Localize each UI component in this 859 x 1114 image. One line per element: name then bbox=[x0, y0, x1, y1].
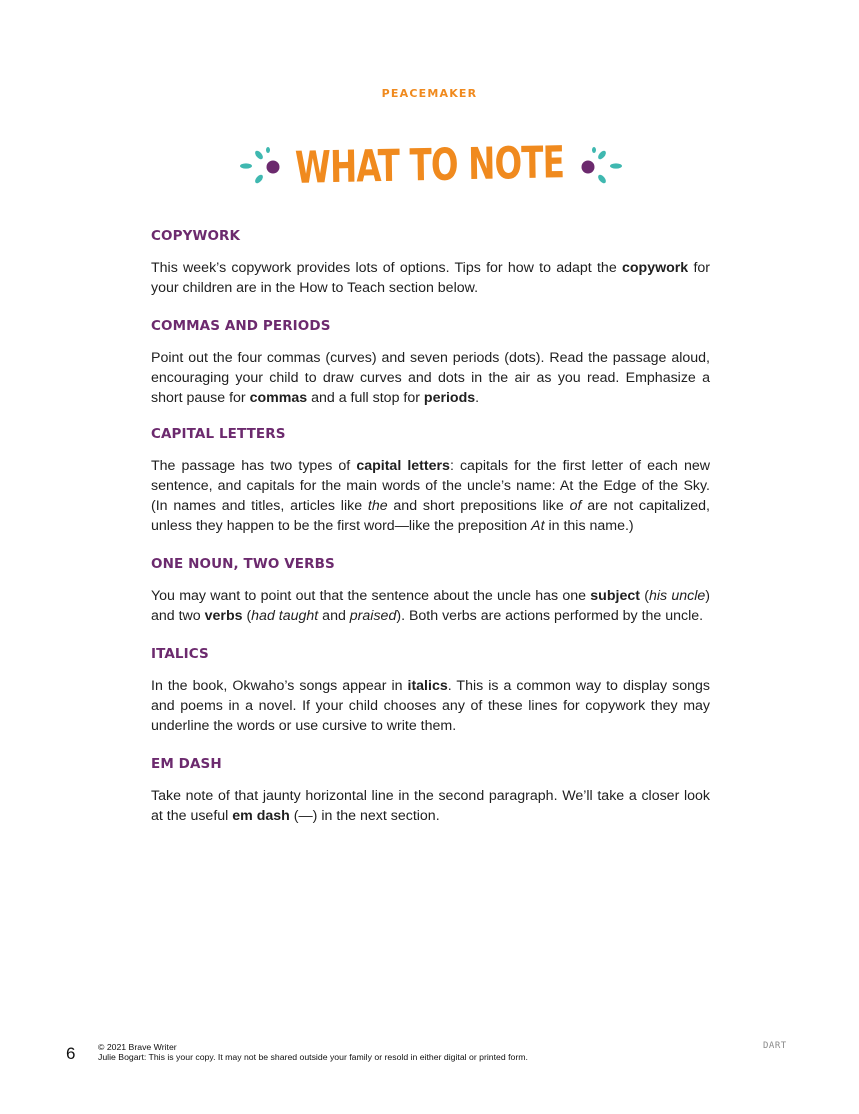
section-capital-letters bbox=[151, 426, 710, 536]
flower-ornament-right-icon bbox=[572, 142, 632, 192]
section-paragraph: This week’s copywork provides lots of options. Tips for how to adapt the copywork for your children are in the How to Teach section below. bbox=[151, 260, 711, 296]
section-paragraph: Take note of that jaunty horizontal line in the second paragraph. We’ll take a closer look at the useful em dash (—) in the next section. bbox=[151, 788, 710, 824]
section-heading: COMMAS AND PERIODS bbox=[151, 318, 331, 334]
footer-logo: DART bbox=[763, 1041, 787, 1051]
section-heading: ONE NOUN, TWO VERBS bbox=[151, 556, 335, 572]
notes-content bbox=[151, 228, 710, 826]
section-heading: EM DASH bbox=[151, 756, 222, 772]
section-italics bbox=[151, 646, 710, 736]
license-line: Julie Bogart: This is your copy. It may not be shared outside your family or resold in either digital or printed form. bbox=[98, 1052, 528, 1062]
section-heading: ITALICS bbox=[151, 646, 209, 662]
page-number: 6 bbox=[66, 1044, 76, 1063]
section-paragraph: In the book, Okwaho’s songs appear in italics. This is a common way to display songs and poems in a novel. If your child chooses any of these lines for copywork they may underline the words or use cursive to write them. bbox=[151, 678, 710, 734]
section-em-dash bbox=[151, 756, 710, 826]
section-noun-verbs bbox=[151, 556, 710, 626]
title-row bbox=[0, 138, 859, 198]
section-paragraph: The passage has two types of capital letters: capitals for the first letter of each new sentence, and capitals for the main words of the uncle’s name: At the Edge of the Sky. (In names and titles, articles like the and short prepositions like of are not capitalized, unless they happen to be the first word—like the preposition At in this name.) bbox=[151, 458, 710, 534]
section-heading: COPYWORK bbox=[151, 228, 241, 244]
section-commas-periods bbox=[151, 318, 710, 408]
page-title: WHAT TO NOTE bbox=[294, 137, 565, 194]
section-paragraph: Point out the four commas (curves) and seven periods (dots). Read the passage aloud, encouraging your child to draw curves and dots in the air as you read. Emphasize a short pause for commas and a full stop for periods. bbox=[151, 350, 710, 406]
copyright-line: © 2021 Brave Writer bbox=[98, 1042, 177, 1052]
footer-notice bbox=[98, 1042, 528, 1062]
series-kicker: PEACEMAKER bbox=[381, 87, 478, 100]
section-copywork bbox=[151, 228, 710, 298]
section-heading: CAPITAL LETTERS bbox=[151, 426, 286, 442]
section-paragraph: You may want to point out that the sentence about the uncle has one subject (his uncle) and two verbs (had taught and praised). Both verbs are actions performed by the uncle. bbox=[151, 588, 710, 624]
